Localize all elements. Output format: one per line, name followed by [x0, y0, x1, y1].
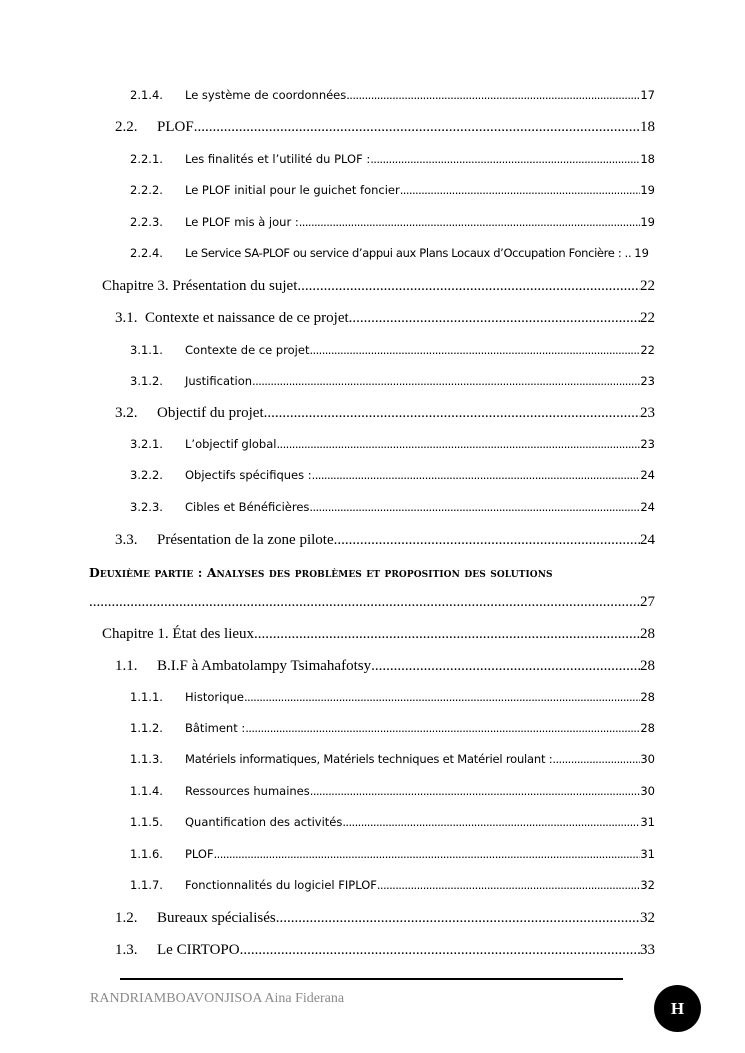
toc-leader-dots [264, 405, 640, 422]
toc-entry [115, 658, 655, 675]
toc-entry-title: Présentation de la zone pilote [157, 532, 334, 548]
toc-entry-number: 3.2.2. [130, 468, 163, 482]
toc-entry-number: 1.1.7. [130, 878, 163, 892]
toc-entry-number: 2.2. [115, 119, 138, 135]
toc-entry-number: 2.1.4. [130, 88, 163, 102]
toc-entry-page: 28 [640, 690, 655, 704]
toc-entry-title: Le PLOF mis à jour : [185, 215, 299, 229]
toc-entry-page: 32 [640, 878, 655, 892]
toc-entry-title: Ressources humaines [185, 784, 310, 798]
toc-entry [115, 532, 655, 549]
toc-entry-title: Chapitre 3. Présentation du sujet [102, 278, 298, 294]
toc-leader-dots [245, 721, 640, 735]
toc-leader-dots [240, 942, 640, 959]
toc-leader-dots [214, 847, 641, 861]
toc-entry-page: 23 [640, 437, 655, 451]
toc-entry [130, 152, 655, 166]
toc-entry [102, 626, 655, 643]
toc-entry-page: 24 [640, 532, 655, 548]
toc-entry [115, 310, 655, 327]
toc-entry [130, 183, 655, 197]
toc-entry-page: 28 [640, 721, 655, 735]
toc-entry-page: 18 [640, 152, 655, 166]
toc-entry-page: 22 [640, 343, 655, 357]
toc-entry [130, 784, 655, 798]
toc-entry-number: 3.3. [115, 532, 138, 548]
toc-leader-dots [346, 88, 640, 102]
toc-entry-page: 17 [640, 88, 655, 102]
toc-leader-dots [244, 690, 640, 704]
toc-entry-page: 24 [640, 468, 655, 482]
footer-author: RANDRIAMBOAVONJISOA Aina Fiderana [90, 991, 345, 1006]
toc-entry-number: 1.1.3. [130, 752, 163, 766]
toc-entry-number: 2.2.2. [130, 183, 163, 197]
toc-entry-page: 19 [640, 215, 655, 229]
toc-entry-number: 2.2.1. [130, 152, 163, 166]
toc-leader-dots [297, 278, 640, 295]
part-heading: Deuxième partie : Analyses des problèmes et proposition des solutions [89, 565, 553, 580]
toc-entry-title: Cibles et Bénéficières [185, 500, 310, 514]
toc-entry-title: Contexte et naissance de ce projet [145, 310, 349, 326]
toc-entry-title: Contexte de ce projet [185, 343, 310, 357]
toc-leader-dots [299, 215, 641, 229]
toc-entry-title: Bâtiment : [185, 721, 246, 735]
toc-entry-number: 1.1.1. [130, 690, 163, 704]
toc-leader-dots [252, 374, 640, 388]
toc-entry-number: 1.1. [115, 658, 138, 674]
toc-entry-title: Les finalités et l’utilité du PLOF : [185, 152, 371, 166]
toc-entry-page: 19 [634, 246, 649, 260]
toc-entry-title: L’objectif global [185, 437, 277, 451]
toc-entry [130, 815, 655, 829]
toc-leader-dots [309, 343, 640, 357]
toc-entry-number: 1.1.6. [130, 847, 163, 861]
toc-entry-number: 3.1.2. [130, 374, 163, 388]
footer-rule [120, 978, 623, 980]
toc-entry [130, 246, 655, 260]
toc-entry [130, 468, 655, 482]
toc-entry-number: 1.1.2. [130, 721, 163, 735]
toc-entry-title: PLOF [157, 119, 194, 135]
toc-entry [130, 752, 655, 766]
toc-leader-dots [276, 910, 640, 927]
toc-leader-dots [342, 815, 640, 829]
toc-entry-title: PLOF [185, 847, 214, 861]
toc-entry-title: Historique [185, 690, 244, 704]
toc-entry-title: B.I.F à Ambatolampy Tsimahafotsy [157, 658, 372, 674]
toc-entry-title: Le CIRTOPO [157, 942, 240, 958]
toc-entry-page: 30 [640, 752, 655, 766]
toc-entry-page: 18 [640, 119, 655, 135]
toc-entry-title: Objectifs spécifiques : [185, 468, 312, 482]
toc-entry [130, 690, 655, 704]
toc-leader-dots [370, 152, 640, 166]
toc-entry-title: Bureaux spécialisés [157, 910, 276, 926]
toc-entry-number: 3.1. [115, 310, 138, 326]
toc-leader-dots [276, 437, 640, 451]
toc-leader-dots [312, 468, 641, 482]
toc-entry-number: 1.3. [115, 942, 138, 958]
toc-leader-dots [334, 532, 640, 549]
toc-entry-number: 1.1.5. [130, 815, 163, 829]
toc-entry [115, 405, 655, 422]
toc-leader-dots [371, 658, 640, 675]
toc-entry [130, 721, 655, 735]
toc-entry-page: 23 [640, 405, 655, 421]
toc-entry-title: Objectif du projet [157, 405, 264, 421]
toc-entry [115, 942, 655, 959]
toc-entry-page: 28 [640, 658, 655, 674]
toc-entry-page: 23 [640, 374, 655, 388]
toc-entry [130, 88, 655, 102]
toc-leader-dots [349, 310, 640, 327]
toc-leader-dots [400, 183, 641, 197]
toc-leader-dots [254, 626, 640, 643]
toc-entry [130, 500, 655, 514]
toc-entry-page: 19 [640, 183, 655, 197]
toc-entry-page: 27 [640, 594, 655, 610]
toc-entry-number: 3.2.3. [130, 500, 163, 514]
toc-entry-number: 2.2.4. [130, 246, 163, 260]
toc-entry-title: Fonctionnalités du logiciel FIPLOF [185, 878, 377, 892]
toc-entry-page: 30 [640, 784, 655, 798]
toc-entry-title: Le système de coordonnées [185, 88, 347, 102]
toc-entry [130, 847, 655, 861]
toc-entry-number: 2.2.3. [130, 215, 163, 229]
toc-leader-dots [552, 752, 640, 766]
toc-entry [130, 437, 655, 451]
toc-entry-number: 1.2. [115, 910, 138, 926]
toc-entry-number: 3.1.1. [130, 343, 163, 357]
toc-entry-page: 22 [640, 310, 655, 326]
toc-entry [115, 910, 655, 927]
toc-entry-page: 22 [640, 278, 655, 294]
toc-leader-dots [89, 594, 640, 611]
toc-entry-title: Matériels informatiques, Matériels techniques et Matériel roulant : [185, 752, 553, 766]
toc-entry-number: 3.2.1. [130, 437, 163, 451]
toc-entry-page: 31 [640, 815, 655, 829]
toc-entry-title: Quantification des activités [185, 815, 343, 829]
toc-leader-dots [310, 784, 641, 798]
toc-entry-number: 3.2. [115, 405, 138, 421]
toc-entry [102, 278, 655, 295]
toc-entry-page: 32 [640, 910, 655, 926]
toc-leader-dots [309, 500, 640, 514]
toc-entry [115, 119, 655, 136]
toc-leader-dots [194, 119, 640, 136]
toc-entry-title: Justification [185, 374, 253, 388]
toc-leader-dots [377, 878, 641, 892]
toc-entry [130, 878, 655, 892]
page-number-badge: H [654, 985, 701, 1032]
toc-entry-page: 28 [640, 626, 655, 642]
toc-entry [130, 343, 655, 357]
toc-entry-number: 1.1.4. [130, 784, 163, 798]
toc-entry [130, 374, 655, 388]
toc-entry-title: Le Service SA-PLOF ou service d’appui aux Plans Locaux d’Occupation Foncière : .. [185, 246, 632, 260]
toc-entry-page: 33 [640, 942, 655, 958]
toc-entry-page: 31 [640, 847, 655, 861]
toc-entry [89, 594, 655, 611]
toc-entry [130, 215, 655, 229]
toc-entry-title: Chapitre 1. État des lieux [102, 626, 255, 642]
toc-entry-title: Le PLOF initial pour le guichet foncier [185, 183, 400, 197]
toc-entry-page: 24 [640, 500, 655, 514]
